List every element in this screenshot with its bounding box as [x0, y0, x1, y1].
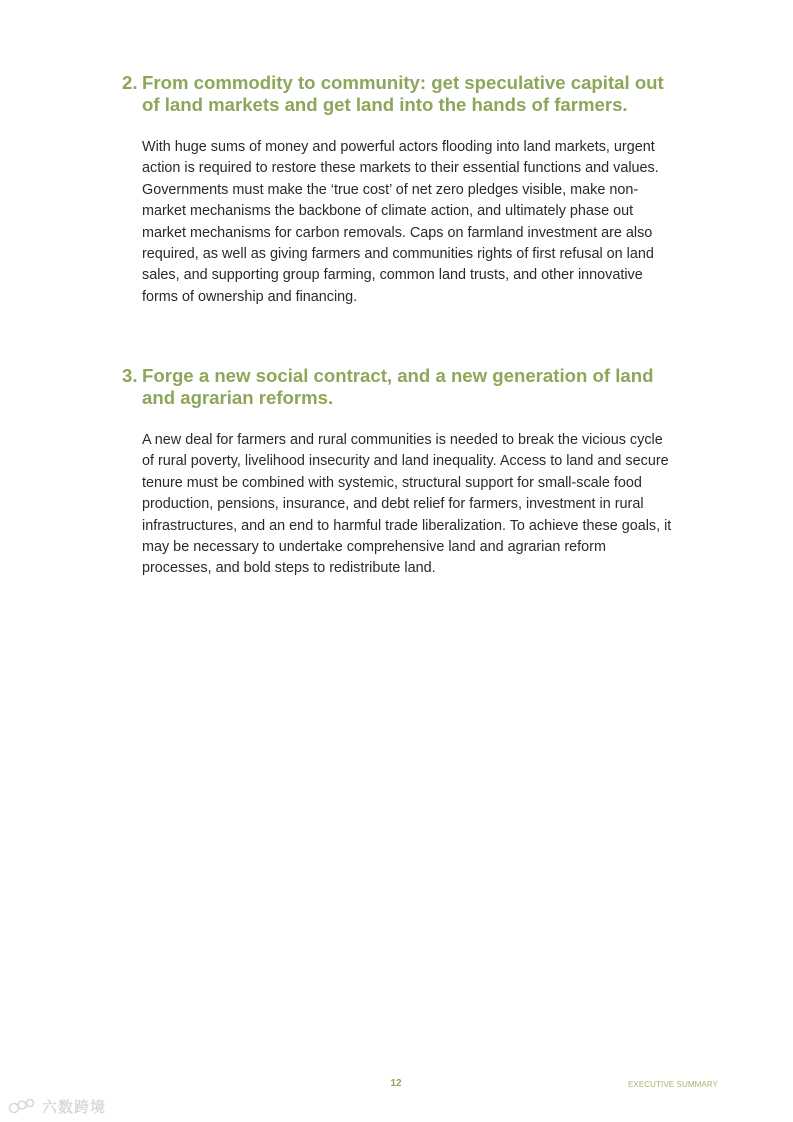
section-number: 2. — [122, 72, 138, 93]
section-title: Forge a new social contract, and a new generation of land and agrarian reforms. — [142, 365, 654, 408]
watermark-logo-icon — [8, 1098, 38, 1116]
watermark-text: 六数跨境 — [42, 1098, 107, 1116]
recommendation-section-3 — [122, 365, 682, 580]
section-body: With huge sums of money and powerful actors flooding into land markets, urgent action is required to restore these markets to their essential functions and values. Governments must make the ‘true cost’ of net zero pledges visible, make non-market mechanisms the backbone of climate action, and ultimately phase out market mechanisms for carbon removals. Caps on farmland investment are also required, as well as giving farmers and communities rights of first refusal on land sales, and supporting group farming, common land trusts, and other innovative forms of ownership and financing. — [142, 139, 659, 305]
section-heading — [122, 365, 682, 408]
footer-section-label: EXECUTIVE SUMMARY — [627, 1080, 718, 1089]
section-number: 3. — [122, 365, 138, 386]
recommendation-section-2 — [122, 72, 682, 308]
watermark — [8, 1096, 106, 1117]
section-body: A new deal for farmers and rural communities is needed to break the vicious cycle of rural poverty, livelihood insecurity and land inequality. Access to land and secure tenure must be combined with systemic, structural support for small-scale food production, pensions, insurance, and debt relief for farmers, investment in rural infrastructures, and an end to harmful trade liberalization. To achieve these goals, it may be necessary to undertake comprehensive land and agrarian reform processes, and bold steps to redistribute land. — [142, 432, 672, 577]
section-heading — [122, 72, 682, 115]
page-number: 12 — [390, 1078, 402, 1089]
section-title: From commodity to community: get speculative capital out of land markets and get land into the hands of farmers. — [142, 72, 664, 115]
